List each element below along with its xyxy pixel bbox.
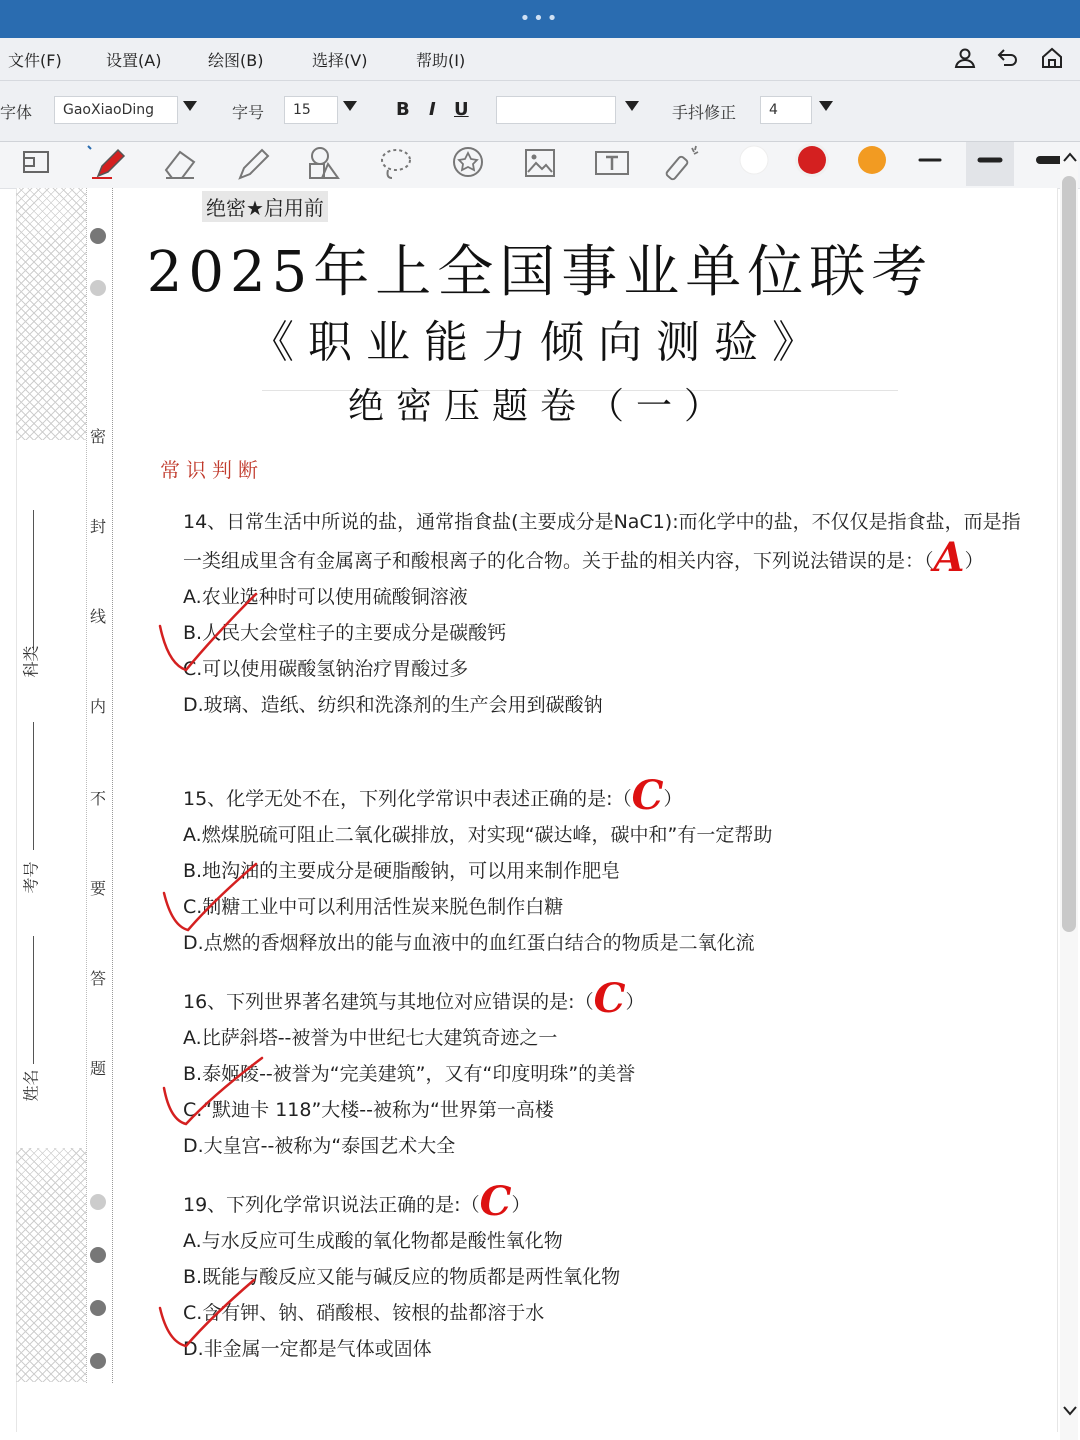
handwritten-answer: C bbox=[479, 1178, 512, 1225]
option: D.非金属一定都是气体或固体 bbox=[183, 1338, 432, 1360]
menu-help[interactable]: 帮助(I) bbox=[416, 51, 466, 70]
size-label: 字号 bbox=[232, 103, 265, 122]
shake-correction-label: 手抖修正 bbox=[672, 103, 737, 122]
option: B.人民大会堂柱子的主要成分是碳酸钙 bbox=[183, 622, 507, 644]
seal-char: 线 bbox=[90, 607, 107, 626]
font-label: 字体 bbox=[0, 103, 33, 122]
question-stem: 16、下列世界著名建筑与其地位对应错误的是:（C） bbox=[183, 975, 645, 1022]
menu-settings[interactable]: 设置(A) bbox=[106, 51, 162, 70]
option: B.地沟油的主要成分是硬脂酸钠，可以用来制作肥皂 bbox=[183, 860, 621, 882]
check-mark bbox=[164, 864, 256, 930]
exam-subtitle: 《职业能力倾向测验》 bbox=[250, 317, 830, 368]
option: B.泰姬陵--被誉为“完美建筑”，又有“印度明珠”的美誉 bbox=[183, 1063, 636, 1085]
menu-file[interactable]: 文件(F) bbox=[8, 51, 62, 70]
option: B.既能与酸反应又能与碱反应的物质都是两性氧化物 bbox=[183, 1266, 621, 1288]
seal-char: 密 bbox=[90, 427, 107, 446]
italic-button[interactable]: I bbox=[429, 99, 436, 120]
scrollbar-thumb[interactable] bbox=[1062, 176, 1076, 932]
side-label-name: 姓名 bbox=[21, 1069, 41, 1102]
size-select[interactable]: 15 bbox=[284, 96, 338, 124]
scroll-down-icon[interactable] bbox=[1062, 1404, 1078, 1418]
question-stem: 14、日常生活中所说的盐，通常指食盐(主要成分是NaC1):而化学中的盐，不仅仅是指食盐，而是指一类组成里含有金属离子和酸根离子的化合物。关于盐的相关内容，下列说法错误的是：（A） bbox=[183, 511, 1021, 581]
side-label-category: 科类 bbox=[21, 645, 41, 678]
option: A.农业选种时可以使用硫酸铜溶液 bbox=[183, 586, 468, 608]
handwritten-answer: A bbox=[933, 534, 965, 581]
option: D.点燃的香烟释放出的能与血液中的血红蛋白结合的物质是二氧化流 bbox=[183, 932, 755, 954]
paper-name: 绝密压题卷（一） bbox=[347, 386, 732, 427]
check-mark bbox=[160, 1280, 254, 1346]
seal-char: 答 bbox=[90, 969, 107, 988]
seal-char: 题 bbox=[90, 1059, 107, 1078]
exam-title: 2025年上全国事业单位联考 bbox=[146, 240, 934, 305]
menu-draw[interactable]: 绘图(B) bbox=[208, 51, 264, 70]
option: C.含有钾、钠、硝酸根、铵根的盐都溶于水 bbox=[183, 1302, 545, 1324]
option: C.“默迪卡 118”大楼--被称为“世界第一高楼 bbox=[183, 1099, 554, 1121]
option: D.大皇宫--被称为“泰国艺术大全 bbox=[183, 1135, 456, 1157]
seal-char: 要 bbox=[90, 879, 107, 898]
option: C.可以使用碳酸氢钠治疗胃酸过多 bbox=[183, 658, 469, 680]
check-mark bbox=[164, 1058, 262, 1124]
menu-select[interactable]: 选择(V) bbox=[312, 51, 368, 70]
side-label-exam-number: 考号 bbox=[21, 861, 41, 894]
bold-button[interactable]: B bbox=[396, 99, 410, 120]
font-select[interactable]: GaoXiaoDing bbox=[54, 96, 178, 124]
option: A.与水反应可生成酸的氧化物都是酸性氧化物 bbox=[183, 1230, 563, 1252]
option: A.比萨斜塔--被誉为中世纪七大建筑奇迹之一 bbox=[183, 1027, 558, 1049]
window-drag-handle[interactable]: ••• bbox=[519, 8, 561, 29]
seal-char: 封 bbox=[90, 517, 107, 536]
handwritten-answer: C bbox=[593, 975, 626, 1022]
question-stem: 15、化学无处不在，下列化学常识中表述正确的是:（C） bbox=[183, 772, 683, 819]
option: A.燃煤脱硫可阻止二氧化碳排放，对实现“碳达峰，碳中和”有一定帮助 bbox=[183, 824, 773, 846]
underline-button[interactable]: U bbox=[454, 99, 469, 120]
shake-correction-select[interactable]: 4 bbox=[760, 96, 812, 124]
option: D.玻璃、造纸、纺织和洗涤剂的生产会用到碳酸钠 bbox=[183, 694, 603, 716]
question-stem: 19、下列化学常识说法正确的是:（C） bbox=[183, 1178, 531, 1225]
section-heading: 常识判断 bbox=[160, 458, 264, 482]
option: C.制糖工业中可以利用活性炭来脱色制作白糖 bbox=[183, 896, 564, 918]
scroll-up-icon[interactable] bbox=[1062, 150, 1078, 164]
handwritten-answer: C bbox=[631, 772, 664, 819]
seal-char: 内 bbox=[90, 697, 107, 716]
confidential-stamp: 绝密★启用前 bbox=[202, 191, 328, 222]
seal-char: 不 bbox=[90, 789, 107, 808]
check-mark bbox=[160, 594, 256, 670]
